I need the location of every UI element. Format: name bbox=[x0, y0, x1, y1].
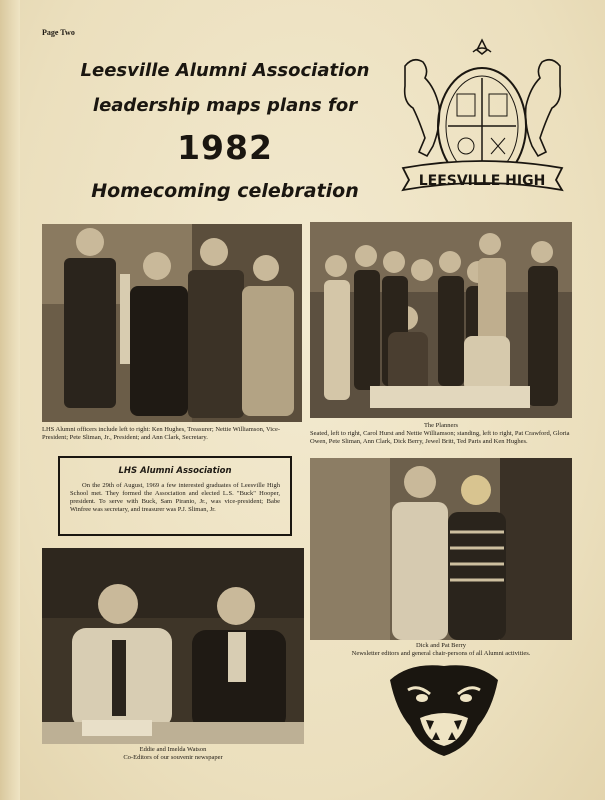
association-box-body: On the 29th of August, 1969 a few interested graduates of Leesville High School met. They formed the Association and elected L.S. "Buck" Hooper, president. To serve with Buck, Sam Piranio, Jr., was vice-president; Babe Winfree was secretary, and treasurer was P.J. Sliman, Jr. bbox=[70, 482, 280, 513]
headline-line-2: leadership maps plans for bbox=[92, 95, 358, 116]
watson-photo bbox=[42, 548, 304, 744]
berry-caption bbox=[310, 642, 572, 658]
crest-label: LEESVILLE HIGH bbox=[418, 173, 546, 189]
berry-photo bbox=[310, 458, 572, 640]
cougar-mascot-icon bbox=[382, 660, 506, 760]
watson-caption-role: Co-Editors of our souvenir newspaper bbox=[123, 754, 223, 761]
planners-photo bbox=[310, 222, 572, 418]
page-label: Page Two bbox=[42, 28, 75, 37]
headline-line-4: Homecoming celebration bbox=[91, 180, 359, 202]
officers-caption: LHS Alumni officers include left to right: Ken Hughes, Treasurer; Nettie Williamson, Vice-President; Pete Sliman, Jr., President; and Ann Clark, Secretary. bbox=[42, 426, 281, 441]
page-fold bbox=[0, 0, 20, 800]
officers-photo bbox=[42, 224, 302, 422]
planners-caption-body: Seated, left to right, Carol Hurst and Nettie Williamson; standing, left to right, Pat Crawford, Gloria Owen, Pete Sliman, Ann Clark, Dick Berry, Jewel Britt, Ted Paris and Ken Hughes. bbox=[310, 430, 570, 445]
berry-caption-names: Dick and Pat Berry bbox=[415, 642, 466, 649]
association-box-title: LHS Alumni Association bbox=[118, 466, 232, 476]
headline-year: 1982 bbox=[177, 128, 273, 167]
watson-caption bbox=[42, 746, 304, 762]
planners-caption-title: The Planners bbox=[423, 422, 459, 429]
watson-caption-names: Eddie and Imelda Watson bbox=[139, 746, 207, 753]
school-crest-icon bbox=[395, 36, 570, 201]
headline-line-1: Leesville Alumni Association bbox=[80, 60, 370, 81]
planners-caption bbox=[310, 422, 572, 446]
berry-caption-role: Newsletter editors and general chair-persons of all Alumni activities. bbox=[351, 650, 531, 657]
association-history-box bbox=[58, 456, 292, 536]
